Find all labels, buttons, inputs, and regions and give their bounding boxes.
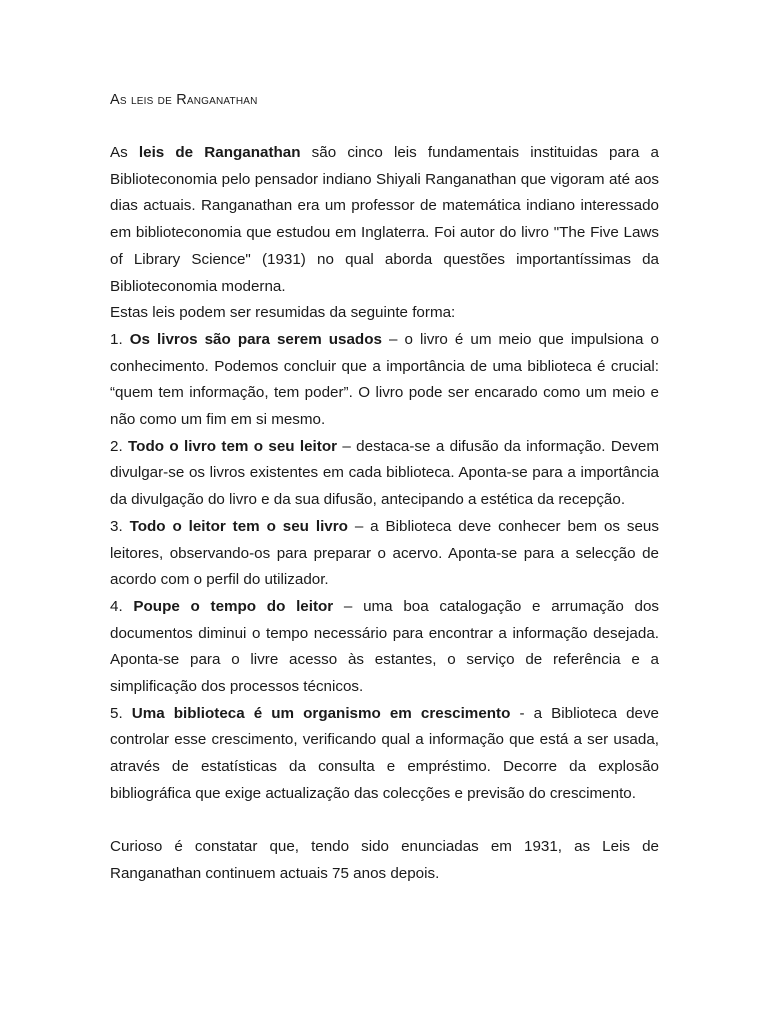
- intro-prefix: As: [110, 144, 139, 161]
- intro-bold-term: leis de Ranganathan: [138, 144, 301, 161]
- law-item-2: [110, 434, 659, 514]
- law-item-4: [110, 594, 659, 701]
- law-title: Os livros são para serem usados: [129, 330, 382, 348]
- law-title: Uma biblioteca é um organismo em crescimento: [131, 704, 511, 722]
- law-title: Todo o livro tem o seu leitor: [128, 437, 338, 455]
- conclusion-paragraph: Curioso é constatar que, tendo sido enunciadas em 1931, as Leis de Ranganathan continuem actuais 75 anos depois.: [110, 838, 659, 882]
- law-text: – uma boa catalogação e arrumação dos documentos diminui o tempo necessário para encontrar a informação desejada. Aponta-se para o livre acesso às estantes, o serviço de referência e a simplificação dos processos técnicos.: [110, 597, 659, 696]
- law-number: 5.: [110, 704, 132, 722]
- intro-text: são cinco leis fundamentais instituidas para a Biblioteconomia pelo pensador indiano Shiyali Ranganathan que vigoram até aos dias actuais. Ranganathan era um professor de matemática indiano interessado em biblioteconomia que estudou em Inglaterra. Foi autor do livro "The Five Laws of Library Science" (1931) no qual aborda questões importantíssimas da Biblioteconomia moderna.: [110, 144, 659, 295]
- document-body: [110, 140, 659, 888]
- document-title: As leis de Ranganathan: [110, 92, 258, 108]
- law-text: - a Biblioteca deve controlar esse crescimento, verificando qual a informação que está a ser usada, através de estatísticas da consulta e empréstimo. Decorre da explosão bibliográfica que exige actualização das colecções e previsão do crescimento.: [110, 704, 660, 802]
- law-number: 1.: [110, 330, 130, 348]
- law-number: 2.: [110, 437, 129, 455]
- law-item-5: [110, 701, 659, 808]
- paragraph-spacer: [110, 808, 659, 835]
- law-text: – a Biblioteca deve conhecer bem os seus leitores, observando-os para preparar o acervo. Aponta-se para a selecção de acordo com o perfil do utilizador.: [110, 517, 659, 589]
- law-item-1: [110, 327, 659, 434]
- law-title: Todo o leitor tem o seu livro: [129, 517, 348, 535]
- intro-paragraph: [110, 140, 659, 300]
- law-text: – destaca-se a difusão da informação. Devem divulgar-se os livros existentes em cada biblioteca. Aponta-se para a importância da divulgação do livro e da sua difusão, antecipando a estética da recepção.: [110, 437, 659, 509]
- law-item-3: [110, 514, 659, 594]
- law-number: 3.: [110, 517, 130, 535]
- law-number: 4.: [110, 597, 134, 615]
- law-title: Poupe o tempo do leitor: [133, 597, 334, 615]
- law-text: – o livro é um meio que impulsiona o conhecimento. Podemos concluir que a importância de uma biblioteca é crucial: “quem tem informação, tem poder”. O livro pode ser encarado como um meio e não como um fim em si mesmo.: [110, 330, 659, 429]
- summary-line: Estas leis podem ser resumidas da seguinte forma:: [110, 304, 456, 322]
